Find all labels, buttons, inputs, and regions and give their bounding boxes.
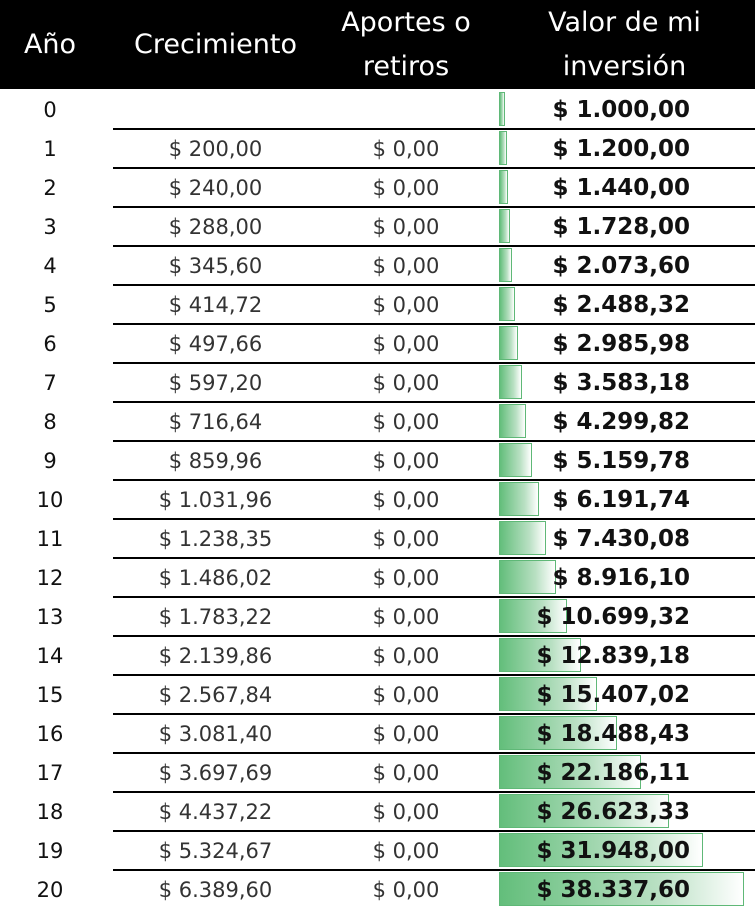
value-amount: 1.000,00 <box>576 96 690 123</box>
year-cell: 13 <box>36 604 64 629</box>
year-cell: 5 <box>43 292 57 317</box>
currency-symbol: $ <box>536 681 553 708</box>
header-growth: Crecimiento <box>134 28 297 60</box>
table-row <box>0 440 755 479</box>
value-cell <box>494 364 755 401</box>
growth-cell: $ 1.031,96 <box>158 487 273 512</box>
growth-cell <box>113 91 318 128</box>
currency-symbol: $ <box>552 369 569 396</box>
year-cell: 18 <box>36 799 64 824</box>
year-cell: 12 <box>36 565 64 590</box>
value-amount: 8.916,10 <box>576 564 690 591</box>
currency-symbol: $ <box>552 564 569 591</box>
value-amount: 1.728,00 <box>576 213 690 240</box>
value-amount: 5.159,78 <box>576 447 690 474</box>
table-row <box>0 362 755 401</box>
growth-cell: $ 497,66 <box>168 331 263 356</box>
contribution-cell: $ 0,00 <box>372 799 440 824</box>
contribution-cell: $ 0,00 <box>372 682 440 707</box>
currency-symbol: $ <box>552 96 569 123</box>
currency-symbol: $ <box>536 798 553 825</box>
value-amount: 2.488,32 <box>576 291 690 318</box>
contribution-cell: $ 0,00 <box>372 331 440 356</box>
header-value: Valor de mi inversión <box>548 6 701 82</box>
currency-symbol: $ <box>552 330 569 357</box>
value-cell <box>494 325 755 362</box>
currency-symbol: $ <box>552 135 569 162</box>
value-cell <box>494 637 755 674</box>
value-cell <box>494 715 755 752</box>
year-cell: 2 <box>43 175 57 200</box>
table-row <box>0 323 755 362</box>
table-row <box>0 596 755 635</box>
growth-cell: $ 2.567,84 <box>158 682 273 707</box>
value-amount: 1.200,00 <box>576 135 690 162</box>
year-cell: 3 <box>43 214 57 239</box>
table-row <box>0 479 755 518</box>
value-cell <box>494 754 755 791</box>
year-cell: 4 <box>43 253 57 278</box>
growth-cell: $ 1.783,22 <box>158 604 273 629</box>
growth-cell: $ 4.437,22 <box>158 799 273 824</box>
contribution-cell: $ 0,00 <box>372 721 440 746</box>
contribution-cell: $ 0,00 <box>372 448 440 473</box>
growth-cell: $ 597,20 <box>168 370 263 395</box>
currency-symbol: $ <box>552 291 569 318</box>
table-row <box>0 401 755 440</box>
year-cell: 0 <box>43 97 57 122</box>
contribution-cell: $ 0,00 <box>372 526 440 551</box>
currency-symbol: $ <box>536 759 553 786</box>
value-amount: 4.299,82 <box>576 408 690 435</box>
value-cell <box>494 442 755 479</box>
value-amount: 6.191,74 <box>576 486 690 513</box>
growth-cell: $ 240,00 <box>168 175 263 200</box>
value-cell <box>494 169 755 206</box>
growth-cell: $ 1.486,02 <box>158 565 273 590</box>
value-amount: 7.430,08 <box>576 525 690 552</box>
value-amount: 26.623,33 <box>560 798 690 825</box>
currency-symbol: $ <box>536 603 553 630</box>
contribution-cell: $ 0,00 <box>372 838 440 863</box>
growth-cell: $ 859,96 <box>168 448 263 473</box>
growth-cell: $ 1.238,35 <box>158 526 273 551</box>
table-row <box>0 284 755 323</box>
value-amount: 15.407,02 <box>560 681 690 708</box>
year-cell: 1 <box>43 136 57 161</box>
value-cell <box>494 91 755 128</box>
value-amount: 18.488,43 <box>560 720 690 747</box>
value-cell <box>494 286 755 323</box>
growth-cell: $ 3.697,69 <box>158 760 273 785</box>
value-cell <box>494 247 755 284</box>
table-row <box>0 89 755 128</box>
year-cell: 7 <box>43 370 57 395</box>
table-row <box>0 713 755 752</box>
year-cell: 20 <box>36 877 64 902</box>
currency-symbol: $ <box>552 174 569 201</box>
contribution-cell: $ 0,00 <box>372 877 440 902</box>
table-row <box>0 869 755 908</box>
table-row <box>0 830 755 869</box>
year-cell: 17 <box>36 760 64 785</box>
value-amount: 1.440,00 <box>576 174 690 201</box>
year-cell: 19 <box>36 838 64 863</box>
growth-cell: $ 414,72 <box>168 292 263 317</box>
value-cell <box>494 403 755 440</box>
growth-cell: $ 200,00 <box>168 136 263 161</box>
growth-cell: $ 3.081,40 <box>158 721 273 746</box>
table-row <box>0 674 755 713</box>
contribution-cell: $ 0,00 <box>372 214 440 239</box>
value-cell <box>494 520 755 557</box>
table-row <box>0 518 755 557</box>
value-cell <box>494 481 755 518</box>
year-cell: 16 <box>36 721 64 746</box>
currency-symbol: $ <box>552 213 569 240</box>
value-amount: 2.073,60 <box>576 252 690 279</box>
value-amount: 2.985,98 <box>576 330 690 357</box>
year-cell: 6 <box>43 331 57 356</box>
value-cell <box>494 676 755 713</box>
currency-symbol: $ <box>536 876 553 903</box>
contribution-cell: $ 0,00 <box>372 487 440 512</box>
header-contributions: Aportes o retiros <box>341 6 471 82</box>
value-cell <box>494 832 755 869</box>
value-cell <box>494 559 755 596</box>
contribution-cell: $ 0,00 <box>372 292 440 317</box>
currency-symbol: $ <box>536 642 553 669</box>
table-row <box>0 128 755 167</box>
table-row <box>0 791 755 830</box>
year-cell: 14 <box>36 643 64 668</box>
contribution-cell: $ 0,00 <box>372 409 440 434</box>
header-year: Año <box>23 28 77 60</box>
value-cell <box>494 208 755 245</box>
value-amount: 12.839,18 <box>560 642 690 669</box>
year-cell: 9 <box>43 448 57 473</box>
growth-cell: $ 2.139,86 <box>158 643 273 668</box>
table-row <box>0 167 755 206</box>
table-row <box>0 245 755 284</box>
table-row <box>0 206 755 245</box>
contribution-cell: $ 0,00 <box>372 253 440 278</box>
value-cell <box>494 793 755 830</box>
growth-cell: $ 5.324,67 <box>158 838 273 863</box>
growth-cell: $ 716,64 <box>168 409 263 434</box>
contribution-cell <box>318 91 494 128</box>
table-body <box>0 89 755 908</box>
currency-symbol: $ <box>552 447 569 474</box>
value-cell <box>494 598 755 635</box>
contribution-cell: $ 0,00 <box>372 136 440 161</box>
currency-symbol: $ <box>552 525 569 552</box>
year-cell: 10 <box>36 487 64 512</box>
year-cell: 15 <box>36 682 64 707</box>
contribution-cell: $ 0,00 <box>372 643 440 668</box>
table-row <box>0 752 755 791</box>
contribution-cell: $ 0,00 <box>372 370 440 395</box>
value-cell <box>494 130 755 167</box>
year-cell: 8 <box>43 409 57 434</box>
table-row <box>0 557 755 596</box>
growth-cell: $ 345,60 <box>168 253 263 278</box>
value-amount: 10.699,32 <box>560 603 690 630</box>
currency-symbol: $ <box>552 252 569 279</box>
currency-symbol: $ <box>552 408 569 435</box>
value-cell <box>494 871 755 908</box>
currency-symbol: $ <box>536 720 553 747</box>
value-amount: 31.948,00 <box>560 837 690 864</box>
currency-symbol: $ <box>536 837 553 864</box>
table-row <box>0 635 755 674</box>
table-header <box>0 0 755 89</box>
growth-cell: $ 6.389,60 <box>158 877 273 902</box>
contribution-cell: $ 0,00 <box>372 175 440 200</box>
value-amount: 3.583,18 <box>576 369 690 396</box>
contribution-cell: $ 0,00 <box>372 760 440 785</box>
currency-symbol: $ <box>552 486 569 513</box>
contribution-cell: $ 0,00 <box>372 604 440 629</box>
value-amount: 38.337,60 <box>560 876 690 903</box>
growth-cell: $ 288,00 <box>168 214 263 239</box>
value-amount: 22.186,11 <box>560 759 690 786</box>
year-cell: 11 <box>36 526 64 551</box>
contribution-cell: $ 0,00 <box>372 565 440 590</box>
